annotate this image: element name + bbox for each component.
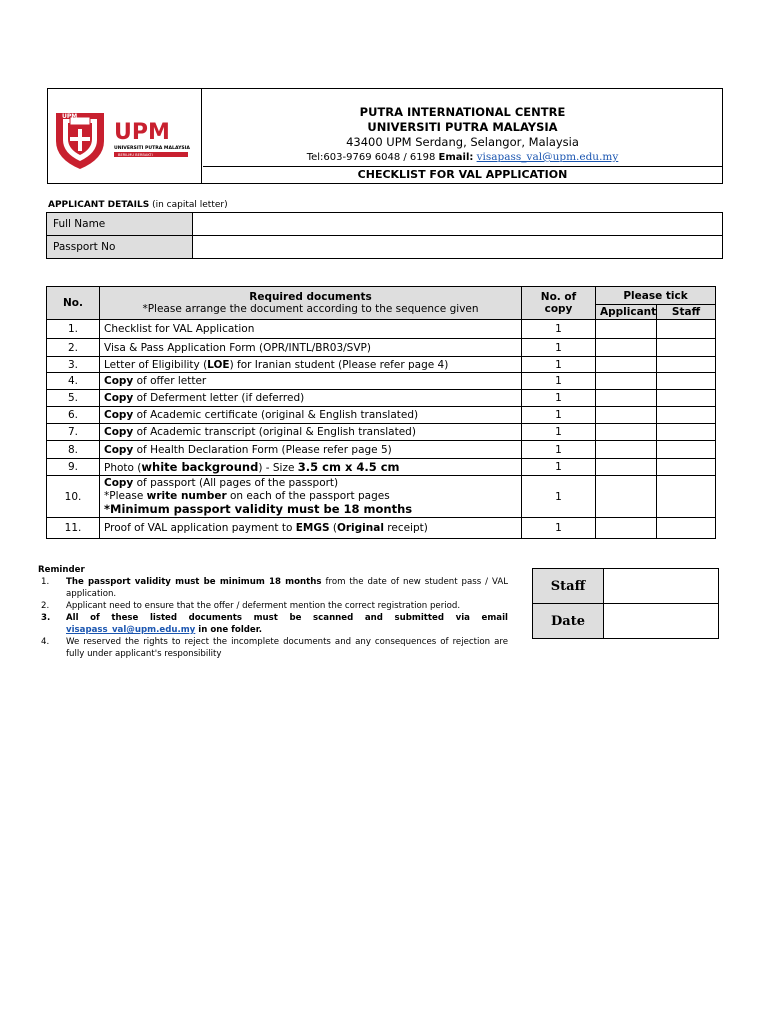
doc-text: ( (329, 522, 337, 534)
staff-tick-cell[interactable] (657, 407, 716, 424)
full-name-label: Full Name (47, 213, 193, 236)
doc-text: Proof of VAL application payment to (104, 522, 296, 534)
table-row (47, 373, 716, 390)
staff-tick-cell[interactable] (657, 320, 716, 339)
staff-tick-cell[interactable] (657, 518, 716, 539)
applicant-caption (48, 200, 228, 210)
reminder-number: 4. (41, 637, 50, 647)
row-number: 9. (47, 459, 100, 476)
doc-text: Letter of Eligibility ( (104, 358, 208, 371)
reminder-item (38, 600, 508, 612)
row-copies: 1 (522, 424, 596, 441)
doc-text: on each of the passport pages (226, 489, 390, 502)
address: 43400 UPM Serdang, Selangor, Malaysia (346, 135, 579, 149)
row-document (100, 476, 522, 518)
applicant-tick-cell[interactable] (596, 518, 657, 539)
centre-name: PUTRA INTERNATIONAL CENTRE (359, 105, 566, 119)
header-text (203, 89, 722, 183)
row-number: 3. (47, 357, 100, 373)
row-copies: 1 (522, 441, 596, 459)
logo-small-text: UPM (62, 113, 78, 120)
doc-text: of passport (All pages of the passport) (133, 476, 339, 489)
doc-text: Visa & Pass Application Form (OPR/INTL/BR03/SVP) (104, 341, 371, 354)
email-label: Email: (438, 152, 474, 163)
row-number: 2. (47, 339, 100, 357)
row-document (100, 424, 522, 441)
reminder-bold-text: All of these listed documents must be scanned and submitted via email (66, 613, 508, 623)
row-document (100, 441, 522, 459)
applicant-caption-note: (in capital letter) (152, 200, 228, 210)
passport-no-field[interactable] (193, 236, 723, 259)
doc-line (104, 477, 517, 490)
header-docs-title: Required documents (249, 291, 372, 303)
table-row (47, 339, 716, 357)
doc-bold-text: Copy (104, 476, 134, 489)
header-docs-note: *Please arrange the document according to the sequence given (142, 303, 479, 315)
applicant-row (47, 213, 723, 236)
doc-bold-text: Original (336, 522, 384, 534)
staff-field[interactable] (604, 569, 719, 604)
row-copies: 1 (522, 390, 596, 407)
staff-date-box (532, 568, 719, 639)
full-name-field[interactable] (193, 213, 723, 236)
doc-text: ) for Iranian student (Please refer page 4) (229, 358, 449, 371)
row-number: 7. (47, 424, 100, 441)
doc-text: receipt) (383, 522, 428, 534)
reminder-text: from the date of new student pass / VAL application. (66, 577, 509, 599)
doc-text: of Deferment letter (if deferred) (133, 392, 305, 404)
row-copies: 1 (522, 339, 596, 357)
applicant-tick-cell[interactable] (596, 407, 657, 424)
logo-wordmark: UPM (114, 120, 170, 145)
doc-bold-text: Copy (104, 392, 134, 404)
tel-label: Tel: (306, 152, 324, 163)
applicant-caption-bold: APPLICANT DETAILS (48, 200, 150, 210)
row-number: 1. (47, 320, 100, 339)
doc-bold-text: Copy (104, 443, 134, 456)
row-copies: 1 (522, 407, 596, 424)
row-document (100, 339, 522, 357)
reminder-item (38, 576, 508, 600)
staff-tick-cell[interactable] (657, 357, 716, 373)
row-copies: 1 (522, 459, 596, 476)
row-copies: 1 (522, 476, 596, 518)
applicant-tick-cell[interactable] (596, 357, 657, 373)
row-number: 5. (47, 390, 100, 407)
table-row (47, 476, 716, 518)
header-staff: Staff (657, 305, 716, 320)
table-row (47, 441, 716, 459)
doc-text: *Please (104, 489, 147, 502)
date-row (533, 604, 719, 639)
row-number: 11. (47, 518, 100, 539)
row-document (100, 357, 522, 373)
row-number: 6. (47, 407, 100, 424)
reminder-email-link[interactable]: visapass_val@upm.edu.my (66, 625, 196, 635)
table-row (47, 518, 716, 539)
staff-tick-cell[interactable] (657, 441, 716, 459)
staff-label: Staff (533, 569, 604, 604)
tel-value: 603-9769 6048 / 6198 (323, 152, 436, 163)
staff-row (533, 569, 719, 604)
header-please-tick: Please tick (596, 287, 716, 305)
table-row (47, 320, 716, 339)
reminder-bold-text: in one folder. (195, 625, 263, 635)
reminder-item (38, 612, 508, 636)
reminder-number: 1. (41, 577, 50, 587)
row-number: 8. (47, 441, 100, 459)
row-number: 10. (47, 476, 100, 518)
staff-tick-cell[interactable] (657, 476, 716, 518)
doc-bold-text: 3.5 cm x 4.5 cm (297, 460, 400, 474)
doc-text: of Academic certificate (original & English translated) (133, 409, 419, 421)
doc-text: of Academic transcript (original & English translated) (133, 426, 416, 438)
header-copy-line2: copy (544, 303, 573, 315)
table-row (47, 407, 716, 424)
row-document (100, 407, 522, 424)
applicant-details-table (46, 212, 723, 259)
doc-bold-text: LOE (207, 358, 230, 371)
applicant-tick-cell[interactable] (596, 476, 657, 518)
doc-text: of Health Declaration Form (Please refer page 5) (133, 443, 392, 456)
doc-text: of offer letter (133, 375, 207, 387)
applicant-tick-cell[interactable] (596, 441, 657, 459)
applicant-tick-cell[interactable] (596, 390, 657, 407)
reminder-text: Applicant need to ensure that the offer / deferment mention the correct registration period. (66, 601, 461, 611)
staff-tick-cell[interactable] (657, 390, 716, 407)
row-number: 4. (47, 373, 100, 390)
doc-line (104, 503, 517, 517)
doc-text: Photo ( (104, 462, 142, 474)
doc-text: ) - Size (258, 462, 298, 474)
email-link[interactable]: visapass_val@upm.edu.my (476, 151, 619, 163)
form-title: CHECKLIST FOR VAL APPLICATION (357, 168, 568, 181)
doc-text: Checklist for VAL Application (104, 323, 255, 335)
applicant-tick-cell[interactable] (596, 373, 657, 390)
row-document (100, 320, 522, 339)
header-copy-line1: No. of (540, 291, 577, 303)
staff-tick-cell[interactable] (657, 339, 716, 357)
row-copies: 1 (522, 518, 596, 539)
reminder-text: We reserved the rights to reject the incomplete documents and any consequences of rejection are fully under applicant's responsibility (66, 637, 508, 659)
table-row (47, 357, 716, 373)
logo-tagline: BERILMU BERBAKTI (118, 153, 153, 157)
form-header (47, 88, 723, 184)
applicant-tick-cell[interactable] (596, 459, 657, 476)
upm-logo-graphic (48, 89, 202, 183)
reminder-item (38, 636, 508, 660)
passport-no-label: Passport No (47, 236, 193, 259)
logo-subtitle: UNIVERSITI PUTRA MALAYSIA (114, 146, 190, 151)
row-document (100, 518, 522, 539)
applicant-tick-cell[interactable] (596, 320, 657, 339)
doc-bold-text: *Minimum passport validity must be 18 months (104, 501, 413, 516)
row-copies: 1 (522, 320, 596, 339)
applicant-tick-cell[interactable] (596, 424, 657, 441)
row-copies: 1 (522, 357, 596, 373)
header-divider (203, 166, 722, 167)
date-label: Date (533, 604, 604, 639)
staff-tick-cell[interactable] (657, 373, 716, 390)
table-row (47, 459, 716, 476)
doc-bold-text: Copy (104, 409, 134, 421)
upm-logo (48, 89, 202, 183)
table-row (47, 390, 716, 407)
reminder-section (38, 564, 508, 660)
row-document (100, 373, 522, 390)
doc-bold-text: Copy (104, 426, 134, 438)
university-name: UNIVERSITI PUTRA MALAYSIA (367, 120, 558, 134)
reminder-number: 3. (41, 613, 51, 623)
contact-line (203, 151, 722, 163)
row-document (100, 459, 522, 476)
staff-tick-cell[interactable] (657, 424, 716, 441)
header-no: No. (47, 287, 100, 320)
checklist-header-row (47, 287, 716, 305)
row-document (100, 390, 522, 407)
applicant-tick-cell[interactable] (596, 339, 657, 357)
staff-tick-cell[interactable] (657, 459, 716, 476)
document-checklist-table (46, 286, 716, 539)
doc-bold-text: Copy (104, 375, 134, 387)
header-required-documents (100, 287, 522, 320)
reminder-number: 2. (41, 601, 50, 611)
doc-bold-text: EMGS (295, 522, 330, 534)
date-field[interactable] (604, 604, 719, 639)
header-no-of-copy (522, 287, 596, 320)
table-row (47, 424, 716, 441)
applicant-row (47, 236, 723, 259)
doc-bold-text: white background (141, 460, 259, 474)
row-copies: 1 (522, 373, 596, 390)
header-applicant: Applicant (596, 305, 657, 320)
reminder-bold-text: The passport validity must be minimum 18 months (66, 577, 322, 587)
reminder-title: Reminder (38, 565, 85, 575)
doc-bold-text: write number (146, 489, 227, 502)
